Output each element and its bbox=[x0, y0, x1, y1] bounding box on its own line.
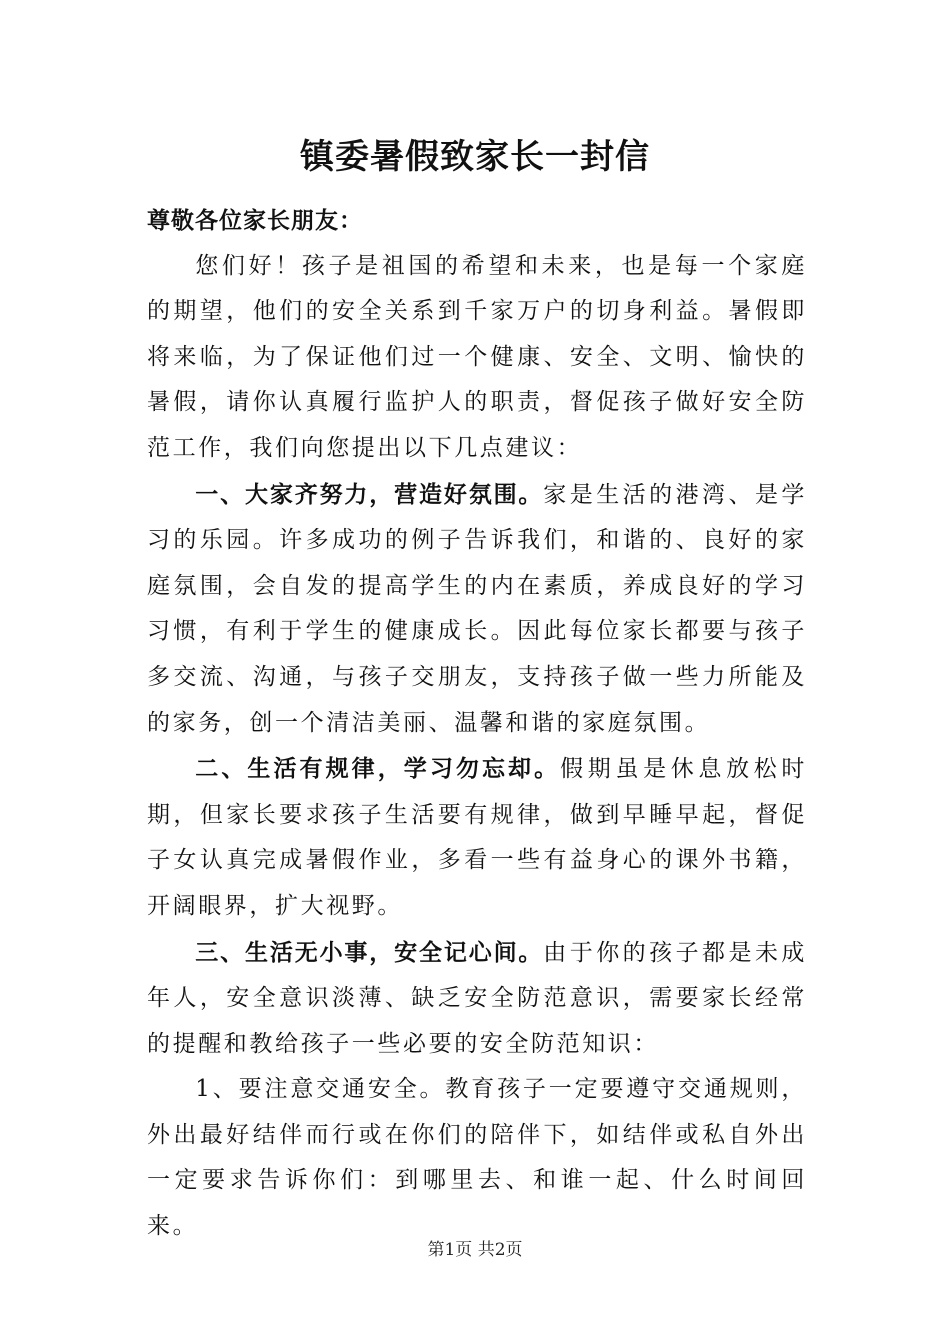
paragraph-heading: 三、生活无小事，安全记心间。 bbox=[195, 938, 544, 966]
paragraph-text: 您们好！孩子是祖国的希望和未来，也是每一个家庭的期望，他们的安全关系到千家万户的切身利益。暑假即将来临，为了保证他们过一个健康、安全、文明、愉快的暑假，请你认真履行监护人的职责，督促孩子做好安全防范工作，我们向您提出以下几点建议： bbox=[147, 252, 807, 461]
paragraph-text: 由于你的孩子都是未成年人，安全意识淡薄、缺乏安全防范意识，需要家长经常的提醒和教给孩子一些必要的安全防范知识： bbox=[147, 939, 808, 1057]
paragraph-greeting bbox=[147, 244, 807, 472]
document-body bbox=[147, 198, 807, 1250]
paragraph-heading: 二、生活有规律，学习勿忘却。 bbox=[195, 755, 561, 783]
page-number-footer: 第1页 共2页 bbox=[427, 1240, 523, 1260]
paragraph-suggestion-2 bbox=[147, 746, 807, 929]
paragraph-heading: 一、大家齐努力，营造好氛围。 bbox=[195, 480, 544, 508]
document-title: 镇委暑假致家长一封信 bbox=[300, 137, 650, 177]
paragraph-safety-item-1 bbox=[147, 1067, 807, 1249]
paragraph-text: 假期虽是休息放松时期，但家长要求孩子生活要有规律，做到早睡早起，督促子女认真完成暑假作业，多看一些有益身心的课外书籍，开阔眼界，扩大视野。 bbox=[147, 756, 807, 919]
paragraph-text: 家是生活的港湾、是学习的乐园。许多成功的例子告诉我们，和谐的、良好的家庭氛围，会自发的提高学生的内在素质，养成良好的学习习惯，有利于学生的健康成长。因此每位家长都要与孩子多交流、沟通，与孩子交朋友，支持孩子做一些力所能及的家务，创一个清洁美丽、温馨和谐的家庭氛围。 bbox=[147, 481, 808, 736]
salutation: 尊敬各位家长朋友： bbox=[147, 207, 363, 234]
paragraph-suggestion-3 bbox=[147, 930, 807, 1068]
paragraph-suggestion-1 bbox=[147, 472, 807, 747]
paragraph-text: 1、要注意交通安全。教育孩子一定要遵守交通规则，外出最好结伴而行或在你们的陪伴下，如结伴或私自外出一定要求告诉你们：到哪里去、和谁一起、什么时间回来。 bbox=[147, 1076, 807, 1240]
